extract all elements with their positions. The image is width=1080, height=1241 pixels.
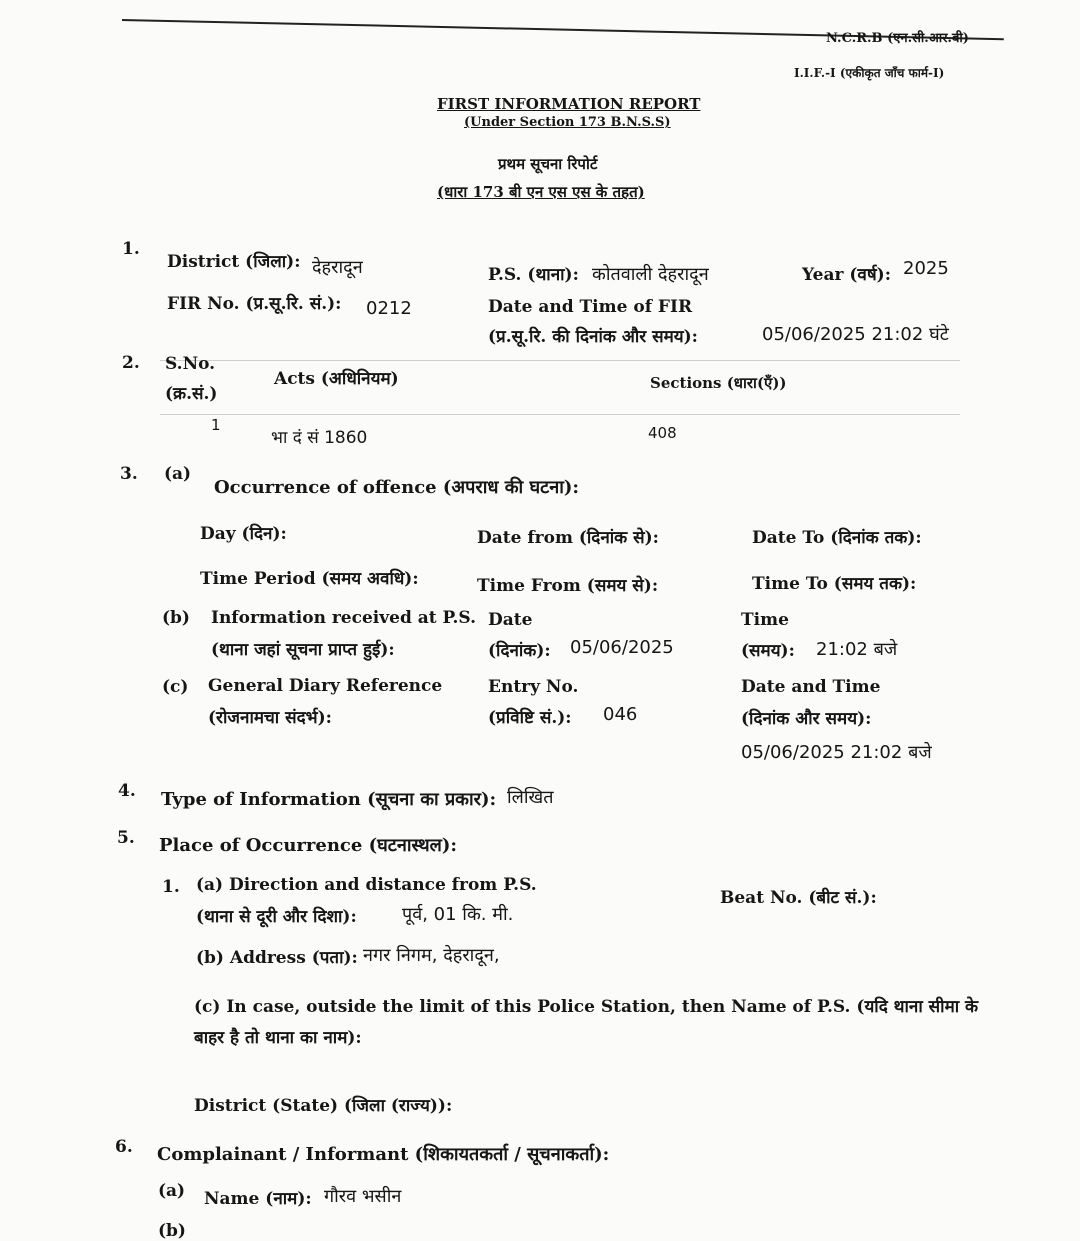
col-sections-header: Sections (धारा(एँ)) bbox=[650, 374, 787, 392]
fir-datetime-value: 05/06/2025 21:02 घंटे bbox=[762, 324, 949, 345]
entry-no-value: 046 bbox=[603, 704, 638, 725]
section-4-number: 4. bbox=[118, 781, 136, 801]
outside-limit-label-1: (c) In case, outside the limit of this Police Station, then Name of P.S. (यदि थाना सीमा के bbox=[194, 997, 979, 1017]
section-3-number: 3. bbox=[120, 464, 138, 484]
gd-datetime-value: 05/06/2025 21:02 बजे bbox=[741, 742, 932, 763]
gd-reference-label-hi: (रोजनामचा संदर्भ): bbox=[208, 708, 332, 728]
district-label: District (जिला): bbox=[167, 252, 301, 272]
year-label: Year (वर्ष): bbox=[802, 265, 892, 285]
fir-datetime-label-hi: (प्र.सू.रि. की दिनांक और समय): bbox=[488, 327, 698, 347]
s3-a-marker: (a) bbox=[164, 464, 192, 484]
report-subtitle-hi: (धारा 173 बी एन एस एस के तहत) bbox=[437, 183, 645, 201]
info-date-label-hi: (दिनांक): bbox=[488, 641, 551, 661]
report-title-en: FIRST INFORMATION REPORT bbox=[437, 95, 701, 113]
iif-label: I.I.F.-I (एकीकृत जाँच फार्म-I) bbox=[794, 66, 945, 80]
district-state-label: District (State) (जिला (राज्य)): bbox=[194, 1096, 453, 1116]
address-label: (b) Address (पता): bbox=[196, 948, 358, 968]
act-row-act: भा दं सं 1860 bbox=[271, 428, 368, 448]
complainant-name-label: Name (नाम): bbox=[204, 1189, 312, 1209]
complainant-label: Complainant / Informant (शिकायतकर्ता / सूचनाकर्ता): bbox=[157, 1144, 610, 1165]
act-row-section: 408 bbox=[648, 424, 677, 442]
gd-reference-label-en: General Diary Reference bbox=[208, 676, 443, 696]
direction-label-en: (a) Direction and distance from P.S. bbox=[196, 875, 537, 895]
gd-datetime-label: Date and Time bbox=[741, 677, 881, 697]
fir-no-value: 0212 bbox=[366, 298, 412, 319]
act-row-sno: 1 bbox=[211, 416, 221, 434]
section-1-number: 1. bbox=[122, 239, 140, 259]
occurrence-label: Occurrence of offence (अपराध की घटना): bbox=[214, 477, 580, 498]
info-received-label-hi: (थाना जहां सूचना प्राप्त हुई): bbox=[211, 640, 395, 660]
info-date-value: 05/06/2025 bbox=[570, 637, 674, 658]
section-2-number: 2. bbox=[122, 353, 140, 373]
year-value: 2025 bbox=[903, 258, 949, 279]
section-5-number: 5. bbox=[117, 828, 135, 848]
col-acts-header: Acts (अधिनियम) bbox=[274, 369, 399, 389]
s6-b-marker: (b) bbox=[158, 1221, 186, 1241]
col-sno-header: S.No. bbox=[165, 354, 216, 374]
s3-c-marker: (c) bbox=[162, 677, 189, 697]
info-type-label: Type of Information (सूचना का प्रकार): bbox=[161, 789, 497, 810]
report-title-hi: प्रथम सूचना रिपोर्ट bbox=[498, 155, 598, 173]
time-period-label: Time Period (समय अवधि): bbox=[200, 569, 419, 589]
info-date-label: Date bbox=[488, 610, 533, 630]
district-value: देहरादून bbox=[312, 257, 363, 278]
entry-no-label-hi: (प्रविष्टि सं.): bbox=[488, 708, 572, 728]
date-from-label: Date from (दिनांक से): bbox=[477, 528, 659, 548]
ncrb-label: N.C.R.B (एन.सी.आर.बी) bbox=[826, 31, 969, 46]
info-type-value: लिखित bbox=[507, 787, 554, 808]
day-label: Day (दिन): bbox=[200, 524, 287, 544]
col-sno-header-hi: (क्र.सं.) bbox=[165, 384, 218, 404]
table-top-rule bbox=[160, 360, 960, 361]
entry-no-label: Entry No. bbox=[488, 677, 579, 697]
report-subtitle-en: (Under Section 173 B.N.S.S) bbox=[464, 115, 671, 130]
place-sub-number: 1. bbox=[162, 877, 180, 897]
section-6-number: 6. bbox=[115, 1137, 133, 1157]
info-time-label: Time bbox=[741, 610, 789, 630]
outside-limit-label-2: बाहर है तो थाना का नाम): bbox=[194, 1028, 362, 1048]
ps-label: P.S. (थाना): bbox=[488, 265, 579, 285]
info-time-label-hi: (समय): bbox=[741, 641, 795, 661]
time-to-label: Time To (समय तक): bbox=[752, 574, 917, 594]
info-received-label-en: Information received at P.S. bbox=[211, 608, 477, 628]
info-time-value: 21:02 बजे bbox=[816, 639, 898, 660]
time-from-label: Time From (समय से): bbox=[477, 576, 659, 596]
complainant-name-value: गौरव भसीन bbox=[324, 1186, 402, 1207]
fir-no-label: FIR No. (प्र.सू.रि. सं.): bbox=[167, 294, 342, 314]
beat-no-label: Beat No. (बीट सं.): bbox=[720, 888, 877, 908]
s6-a-marker: (a) bbox=[158, 1181, 186, 1201]
s3-b-marker: (b) bbox=[162, 608, 190, 628]
gd-datetime-label-hi: (दिनांक और समय): bbox=[741, 709, 872, 729]
place-of-occurrence-label: Place of Occurrence (घटनास्थल): bbox=[159, 835, 457, 856]
direction-value: पूर्व, 01 कि. मी. bbox=[402, 904, 514, 925]
table-header-rule bbox=[160, 414, 960, 415]
ps-value: कोतवाली देहरादून bbox=[592, 264, 709, 285]
direction-label-hi: (थाना से दूरी और दिशा): bbox=[196, 907, 357, 927]
date-to-label: Date To (दिनांक तक): bbox=[752, 528, 922, 548]
fir-datetime-label-en: Date and Time of FIR bbox=[488, 297, 693, 317]
address-value: नगर निगम, देहरादून, bbox=[363, 945, 500, 966]
